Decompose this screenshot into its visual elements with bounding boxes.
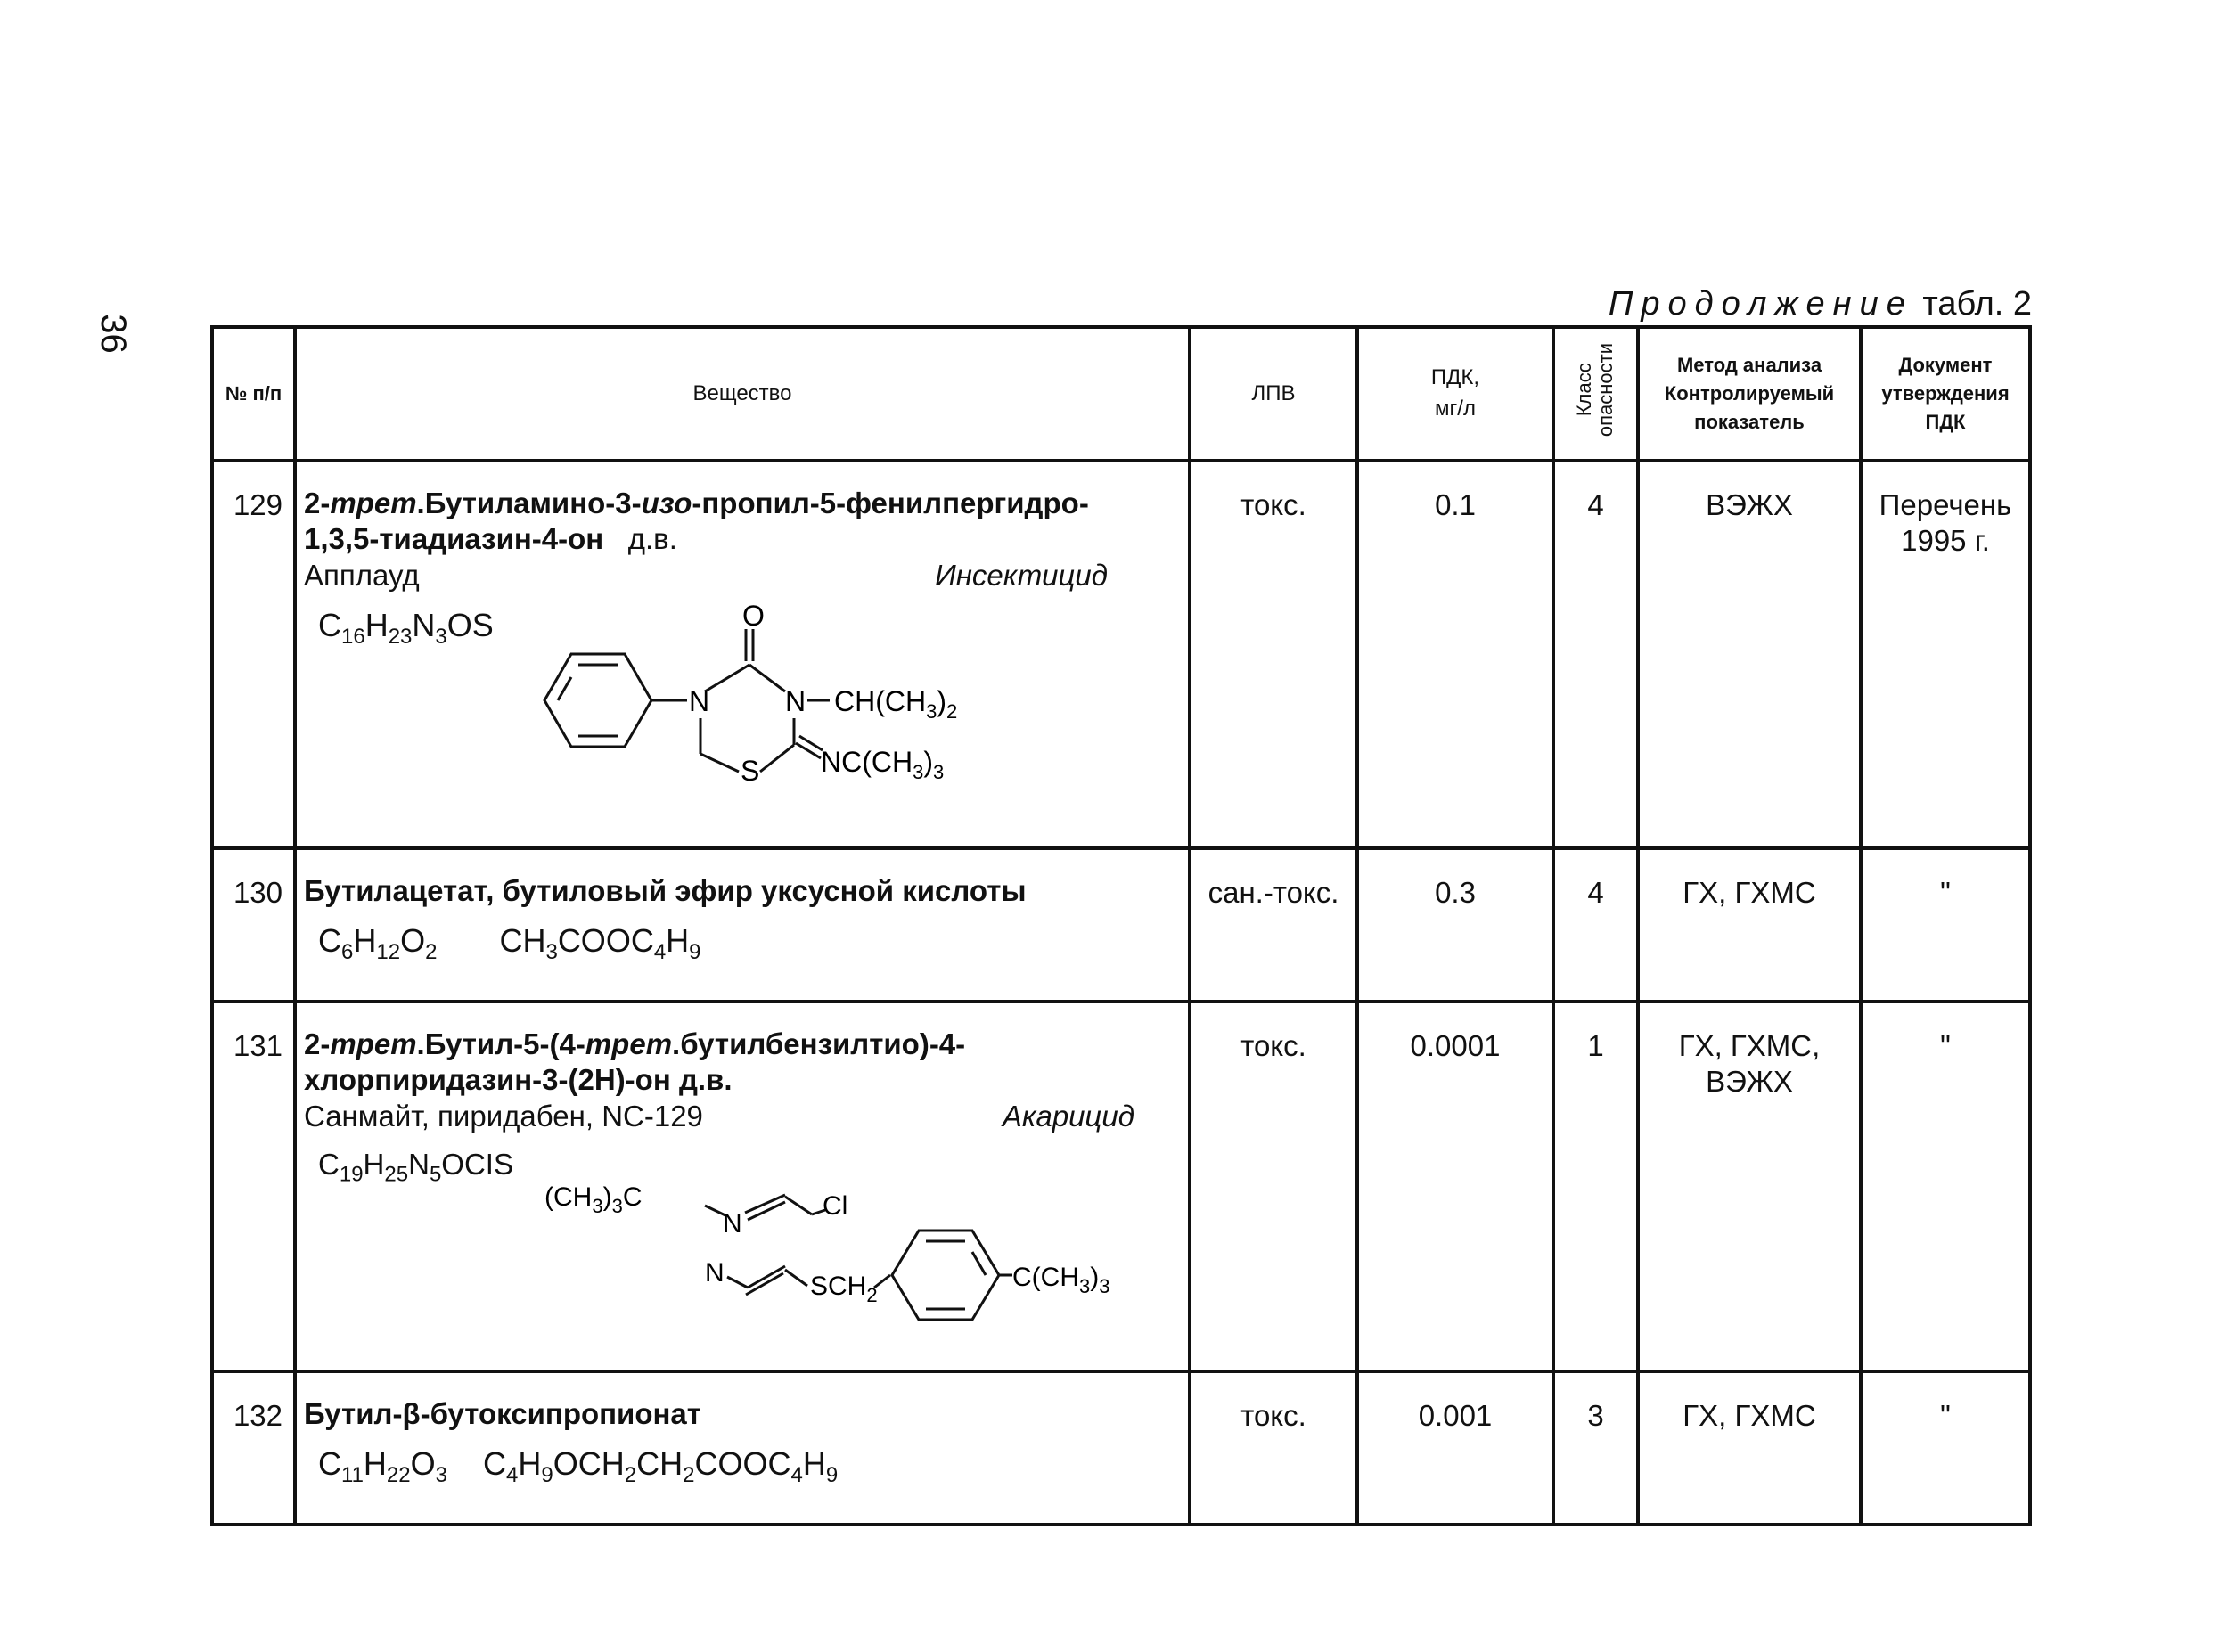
name-part: хлорпиридазин-3-(2Н)-он <box>304 1063 671 1097</box>
state-label: д.в. <box>627 522 677 556</box>
header-substance: Вещество <box>295 327 1190 461</box>
substance-cell <box>295 461 1190 848</box>
table-caption <box>1586 285 2032 323</box>
header-method <box>1638 327 1861 461</box>
header-method-line1: Метод анализа <box>1676 354 1822 377</box>
header-class-line1: Класс <box>1573 363 1596 417</box>
benzene-ring <box>892 1231 999 1320</box>
substance-cell <box>295 848 1190 1002</box>
molecular-formula: $C_{16}H_{23}N_3OS$ <box>318 606 494 649</box>
benzene-ring <box>544 654 651 747</box>
class-cell: 3 <box>1553 1371 1638 1525</box>
substance-name-line2 <box>304 1062 1179 1098</box>
molecular-formula: $C_{11}H_{22}O_3$ $C_4H_9OCH_2CH_2COOC_4H_9$ <box>318 1445 839 1488</box>
lpv-cell: токс. <box>1190 461 1357 848</box>
hygiene-standards-table <box>210 325 2032 1526</box>
header-method-line2: Контролируемый <box>1664 382 1835 405</box>
header-doc-line2: утверждения <box>1881 382 2010 405</box>
header-class-line2: опасности <box>1594 342 1617 438</box>
name-part: .бутилбензилтио)-4- <box>672 1027 966 1060</box>
row-num: 129 <box>212 461 295 848</box>
name-part: 1,3,5-тиадиазин-4-он <box>304 522 604 556</box>
header-num: № п/п <box>212 327 295 461</box>
table-row <box>212 1371 2030 1525</box>
name-italic: изо <box>641 487 692 519</box>
substituent-isopropyl: $CH(CH_3)_2$ <box>834 684 958 723</box>
lpv-cell: токс. <box>1190 1371 1357 1525</box>
substance-name: Бутил-β-бутоксипропионат <box>304 1397 701 1430</box>
row-num: 132 <box>212 1371 295 1525</box>
doc-line2: 1995 г. <box>1901 524 1990 558</box>
substance-cell <box>295 1371 1190 1525</box>
class-cell: 4 <box>1553 848 1638 1002</box>
method-cell: ГХ, ГХМС <box>1638 1371 1861 1525</box>
trade-name: Санмайт, пиридабен, NC-129 <box>304 1099 703 1133</box>
substance-name: Бутилацетат, бутиловый эфир уксусной кислоты <box>304 874 1027 907</box>
row-num: 131 <box>212 1002 295 1371</box>
atom-o: O <box>742 599 765 632</box>
header-doc-line3: ПДК <box>1925 410 1966 433</box>
doc-cell: " <box>1861 1371 2030 1525</box>
header-class-text <box>1574 343 1617 437</box>
trade-name: Апплауд <box>304 558 420 592</box>
substituent-tbutylimino: $NC(CH_3)_3$ <box>821 745 945 783</box>
table-row <box>212 1002 2030 1371</box>
substance-name <box>304 486 1179 521</box>
substance-cell <box>295 1002 1190 1371</box>
name-part: 2- <box>304 1027 331 1060</box>
method-cell: ГХ, ГХМС <box>1638 848 1861 1002</box>
trade-line <box>304 558 1179 593</box>
trade-line <box>304 1099 1179 1134</box>
atom-n1: N <box>689 684 710 717</box>
atom-s: S <box>741 754 760 787</box>
state-label: д.в. <box>678 1063 733 1097</box>
header-class <box>1553 327 1638 461</box>
method-cell <box>1638 1002 1861 1371</box>
molecular-formula: $C_{19}H_{25}N_5OCIS$ <box>318 1147 513 1187</box>
name-part: 2- <box>304 487 331 519</box>
substance-name <box>304 1026 1179 1062</box>
group-sch2: $SCH_2$ <box>810 1271 878 1306</box>
pdk-cell: 0.0001 <box>1357 1002 1553 1371</box>
use-type: Инсектицид <box>935 558 1108 592</box>
class-cell: 1 <box>1553 1002 1638 1371</box>
header-pdk-line2: мг/л <box>1435 397 1476 421</box>
atom-cl: Cl <box>823 1190 848 1221</box>
doc-line1: Перечень <box>1879 488 2012 521</box>
name-part: .Бутил-5-(4- <box>416 1027 585 1060</box>
table-row <box>212 461 2030 848</box>
doc-cell: " <box>1861 848 2030 1002</box>
name-part: -пропил-5-фенилпергидро- <box>692 487 1089 519</box>
header-lpv: ЛПВ <box>1190 327 1357 461</box>
structure-diagram <box>536 593 1159 789</box>
header-doc <box>1861 327 2030 461</box>
pdk-cell: 0.3 <box>1357 848 1553 1002</box>
page-number: 36 <box>93 314 133 354</box>
name-italic: трет <box>330 487 417 519</box>
name-part: .Бутиламино-3- <box>416 487 642 519</box>
use-type: Акарицид <box>1002 1099 1134 1133</box>
doc-cell: " <box>1861 1002 2030 1371</box>
substance-name-line2 <box>304 521 1179 557</box>
molecular-formula: $C_6H_{12}O_2$ $CH_3COOC_4H_9$ <box>318 922 701 965</box>
header-pdk <box>1357 327 1553 461</box>
method-cell: ВЭЖХ <box>1638 461 1861 848</box>
pdk-cell: 0.001 <box>1357 1371 1553 1525</box>
structure-block <box>304 1134 1179 1321</box>
header-pdk-line1: ПДК, <box>1430 365 1480 390</box>
atom-n1: N <box>723 1208 742 1239</box>
atom-n2: N <box>785 684 806 717</box>
atom-n2: N <box>705 1257 725 1288</box>
caption-table-ref: табл. 2 <box>1922 285 2032 323</box>
name-italic: трет <box>585 1027 673 1060</box>
lpv-cell: сан.-токс. <box>1190 848 1357 1002</box>
class-cell: 4 <box>1553 461 1638 848</box>
method-line1: ГХ, ГХМС, <box>1678 1029 1821 1062</box>
row-num: 130 <box>212 848 295 1002</box>
header-method-line3: показатель <box>1694 410 1805 433</box>
structure-diagram <box>544 1161 1168 1348</box>
table-row <box>212 848 2030 1002</box>
header-doc-line1: Документ <box>1898 354 1993 377</box>
lpv-cell: токс. <box>1190 1002 1357 1371</box>
group-tbutyl-aryl: $C(CH_3)_3$ <box>1012 1262 1110 1297</box>
method-line2: ВЭЖХ <box>1706 1065 1793 1099</box>
name-italic: трет <box>330 1027 417 1060</box>
doc-cell <box>1861 461 2030 848</box>
caption-continued: Продолжение <box>1608 285 1913 323</box>
header-row <box>212 327 2030 461</box>
group-tbutyl: $(CH_3)_3C$ <box>544 1182 643 1217</box>
pdk-cell: 0.1 <box>1357 461 1553 848</box>
structure-block <box>304 593 1179 789</box>
